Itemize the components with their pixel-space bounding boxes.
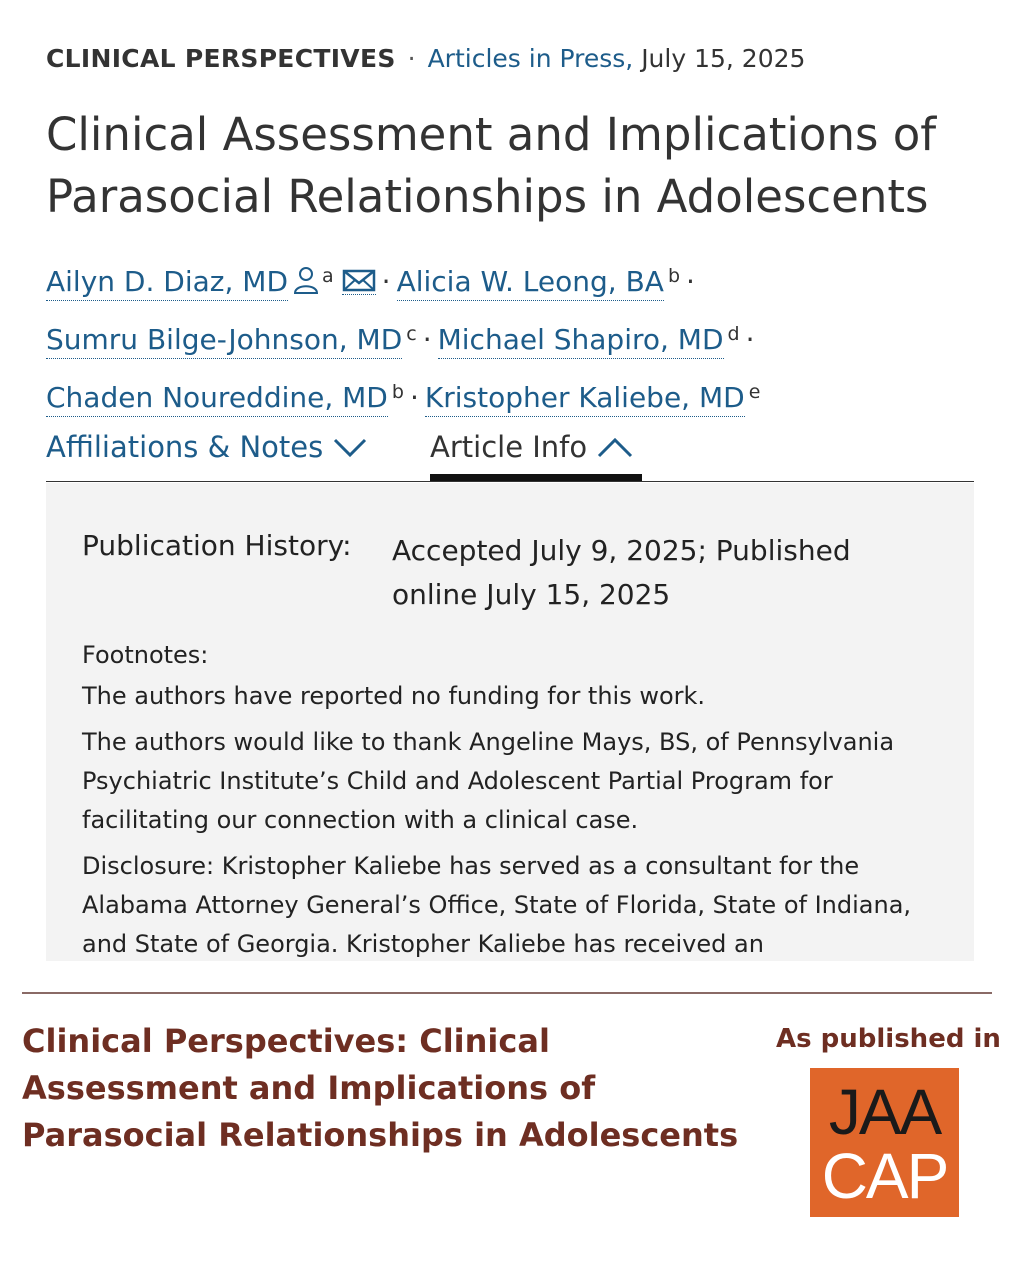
tab-affiliations-label: Affiliations & Notes: [46, 430, 324, 464]
tab-article-info[interactable]: [430, 430, 633, 464]
author-name[interactable]: Michael Shapiro, MD: [438, 323, 724, 359]
footnotes-label: Footnotes:: [82, 641, 209, 669]
breadcrumb-separator: ·: [407, 44, 416, 73]
footnote-funding: The authors have reported no funding for this work.: [82, 682, 706, 710]
publish-date: July 15, 2025: [641, 44, 806, 73]
author-shapiro[interactable]: [438, 323, 740, 356]
active-tab-indicator: [430, 474, 642, 481]
author-leong[interactable]: [397, 265, 680, 298]
articles-in-press-link[interactable]: Articles in Press,: [427, 44, 634, 73]
affiliation-sup: c: [406, 323, 417, 345]
tab-article-info-label: Article Info: [430, 430, 588, 464]
author-kaliebe[interactable]: [425, 381, 761, 414]
author-name[interactable]: Chaden Noureddine, MD: [46, 381, 388, 417]
published-in-label: As published in: [776, 1024, 1001, 1054]
article-tabs: [46, 424, 974, 482]
author-noureddine[interactable]: [46, 381, 404, 414]
affiliation-sup: d: [727, 323, 740, 345]
footnote-acknowledgment: The authors would like to thank Angeline Mays, BS, of Pennsylvania Psychiatric Institute’s Child and Adolescent Partial Program for facilitating our connection with a clinical case.: [82, 728, 895, 834]
person-icon[interactable]: [294, 266, 318, 294]
author-bilge-johnson[interactable]: [46, 323, 417, 356]
article-info-panel: [46, 483, 974, 961]
affiliation-sup: e: [748, 381, 761, 403]
affiliation-sup: b: [667, 265, 681, 287]
article-title: Clinical Assessment and Implications of Parasocial Relationships in Adolescents: [46, 108, 937, 223]
chevron-down-icon: [333, 437, 367, 459]
logo-text-top: JAA: [828, 1076, 941, 1148]
author-name[interactable]: Alicia W. Leong, BA: [397, 265, 664, 301]
author-name[interactable]: Ailyn D. Diaz, MD: [46, 265, 288, 301]
affiliation-sup: b: [391, 381, 404, 403]
author-name[interactable]: Sumru Bilge-Johnson, MD: [46, 323, 402, 359]
affiliation-sup: a: [322, 265, 334, 287]
tab-affiliations[interactable]: [46, 430, 367, 464]
logo-text-bottom: CAP: [821, 1140, 948, 1212]
breadcrumb: [46, 44, 805, 73]
author-separator: ·: [381, 265, 391, 298]
author-separator: ·: [745, 323, 755, 356]
publication-history-label: Publication History:: [82, 529, 352, 562]
author-diaz[interactable]: [46, 265, 376, 298]
envelope-icon[interactable]: [342, 268, 376, 295]
banner-title: Clinical Perspectives: Clinical Assessment and Implications of Parasocial Relationships in Adolescents: [22, 1022, 739, 1154]
jaacap-logo: [810, 1068, 959, 1217]
footnote-disclosure: Disclosure: Kristopher Kaliebe has served as a consultant for the Alabama Attorney General’s Office, State of Florida, State of Indiana, and State of Georgia. Kristopher Kaliebe has received an: [82, 852, 912, 958]
author-separator: ·: [422, 323, 432, 356]
author-name[interactable]: Kristopher Kaliebe, MD: [425, 381, 745, 417]
author-list: [46, 250, 986, 424]
divider: [22, 992, 992, 994]
publication-history-value: Accepted July 9, 2025; Published online July 15, 2025: [392, 534, 851, 611]
author-separator: ·: [409, 381, 419, 414]
section-label: CLINICAL PERSPECTIVES: [46, 44, 396, 73]
author-separator: ·: [686, 265, 695, 298]
chevron-up-icon: [597, 437, 633, 459]
